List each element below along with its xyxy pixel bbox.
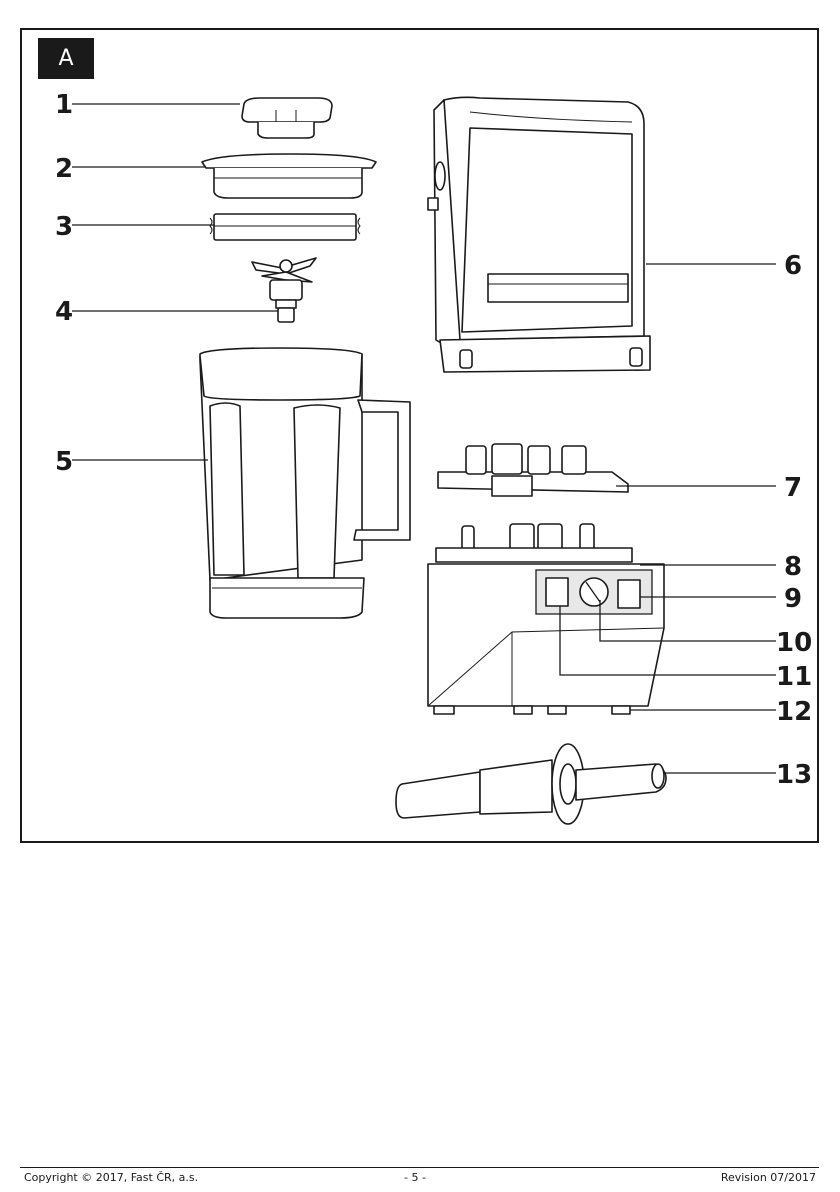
part-number-5: 5: [55, 447, 74, 477]
part-number-3: 3: [55, 212, 74, 242]
part-number-4: 4: [55, 297, 74, 327]
part-3-gasket: [210, 214, 360, 240]
part-number-1: 1: [55, 90, 74, 120]
part-7-drive-socket: [438, 444, 628, 496]
footer-copyright: Copyright © 2017, Fast ČR, a.s.: [24, 1171, 199, 1184]
part-number-11: 11: [776, 662, 813, 692]
part-number-8: 8: [784, 552, 803, 582]
part-number-6: 6: [784, 251, 803, 281]
part-13-tamper: [396, 744, 666, 824]
footer-page-number: - 5 -: [404, 1171, 426, 1184]
footer-revision: Revision 07/2017: [720, 1171, 816, 1184]
part-number-13: 13: [776, 760, 813, 790]
footer-rule: [20, 1167, 819, 1168]
part-number-7: 7: [784, 473, 803, 503]
part-number-9: 9: [784, 584, 803, 614]
part-number-2: 2: [55, 154, 74, 184]
part-5-jar: [200, 348, 410, 618]
section-label: A: [38, 38, 94, 79]
part-6-enclosure: [428, 97, 650, 372]
part-number-10: 10: [776, 628, 813, 658]
part-2-lid: [202, 154, 376, 198]
part-4-blade-assembly: [252, 258, 316, 322]
motor-base: [428, 524, 664, 714]
leader-lines: [72, 104, 776, 773]
part-number-12: 12: [776, 697, 813, 727]
part-1-lid-cap: [242, 98, 332, 138]
